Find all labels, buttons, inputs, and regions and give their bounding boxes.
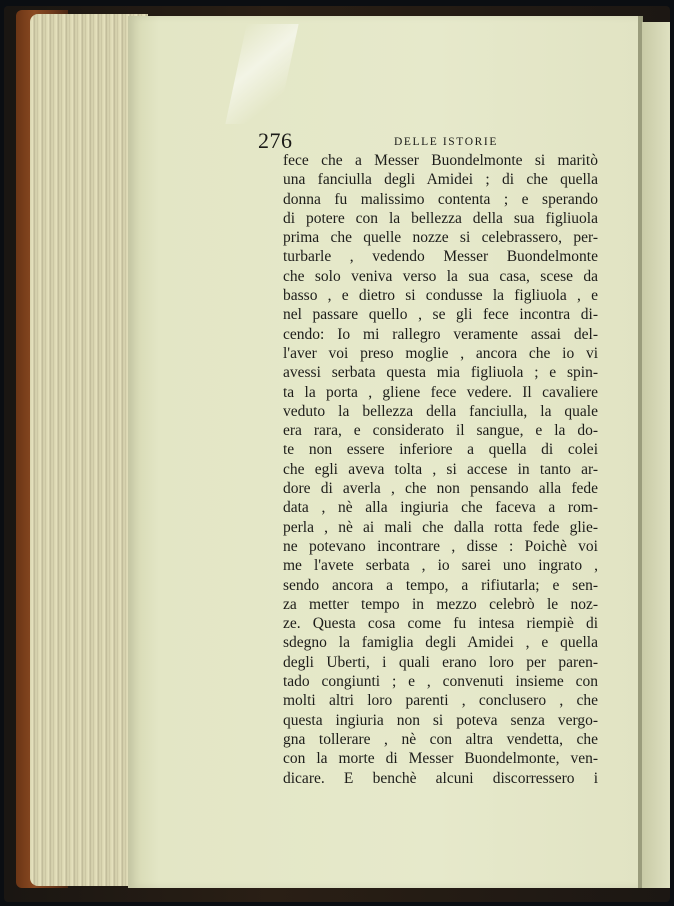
running-head xyxy=(258,128,598,153)
text-line: gna tollerare , nè con altra vendetta, che xyxy=(283,730,598,748)
text-line: degli Uberti, i quali erano loro per paren- xyxy=(283,653,598,671)
text-line: te non essere inferiore a quella di colei xyxy=(283,441,598,459)
text-line: che egli aveva tolta , si accese in tanto ar- xyxy=(283,460,598,478)
text-line: perla , nè ai mali che dalla rotta fede glie- xyxy=(283,518,598,536)
text-line: za metter tempo in mezzo celebrò le noz- xyxy=(283,595,598,613)
text-line: turbarle , vedendo Messer Buondelmonte xyxy=(283,248,598,266)
text-line: sdegno la famiglia degli Amidei , e quella xyxy=(283,634,598,652)
text-line: nel passare quello , se gli fece incontra di- xyxy=(283,306,598,324)
text-line: prima che quelle nozze si celebrassero, per- xyxy=(283,229,598,247)
text-line: che solo veniva verso la sua casa, scese da xyxy=(283,267,598,285)
text-line: questa ingiuria non si poteva senza vergo- xyxy=(283,711,598,729)
text-line: ta la porta , gliene fece vedere. Il cavaliere xyxy=(283,383,598,401)
body-text xyxy=(283,151,598,788)
text-line: ze. Questa cosa come fu intesa riempiè di xyxy=(283,615,598,633)
text-line: me l'avete serbata , io sarei uno ingrato , xyxy=(283,557,598,575)
text-line: veduto la bellezza della fanciulla, la quale xyxy=(283,402,598,420)
text-line: tado congiunti ; e , convenuti insieme con xyxy=(283,673,598,691)
text-line: dicare. E benchè alcuni discorressero i xyxy=(283,769,598,787)
text-line: di potere con la bellezza della sua figliuola xyxy=(283,209,598,227)
text-line: era rara, e considerato il sangue, e la do- xyxy=(283,422,598,440)
text-line: con la morte di Messer Buondelmonte, ven- xyxy=(283,750,598,768)
text-line: una fanciulla degli Amidei ; di che quella xyxy=(283,171,598,189)
text-line: molti altri loro parenti , conclusero , che xyxy=(283,692,598,710)
text-line: data , nè alla ingiuria che faceva a rom- xyxy=(283,499,598,517)
text-line: ne potevano incontrare , disse : Poichè voi xyxy=(283,537,598,555)
text-line: l'aver voi preso moglie , ancora che io vi xyxy=(283,344,598,362)
page-number: 276 xyxy=(258,128,293,153)
facing-page-edge xyxy=(642,22,670,888)
text-line: basso , e dietro si condusse la figliuola , e xyxy=(283,287,598,305)
text-line: fece che a Messer Buondelmonte si maritò xyxy=(283,152,598,169)
text-line: dore di averla , che non pensando alla fede xyxy=(283,480,598,498)
text-line: avessi serbata questa mia figliuola ; e spin- xyxy=(283,364,598,382)
text-line: cendo: Io mi rallegro veramente assai del- xyxy=(283,325,598,343)
text-line: donna fu malissimo contenta ; e sperando xyxy=(283,190,598,208)
running-head-title: DELLE ISTORIE xyxy=(394,136,498,148)
text-line: sendo ancora a tempo, a rifiutarla; e sen- xyxy=(283,576,598,594)
